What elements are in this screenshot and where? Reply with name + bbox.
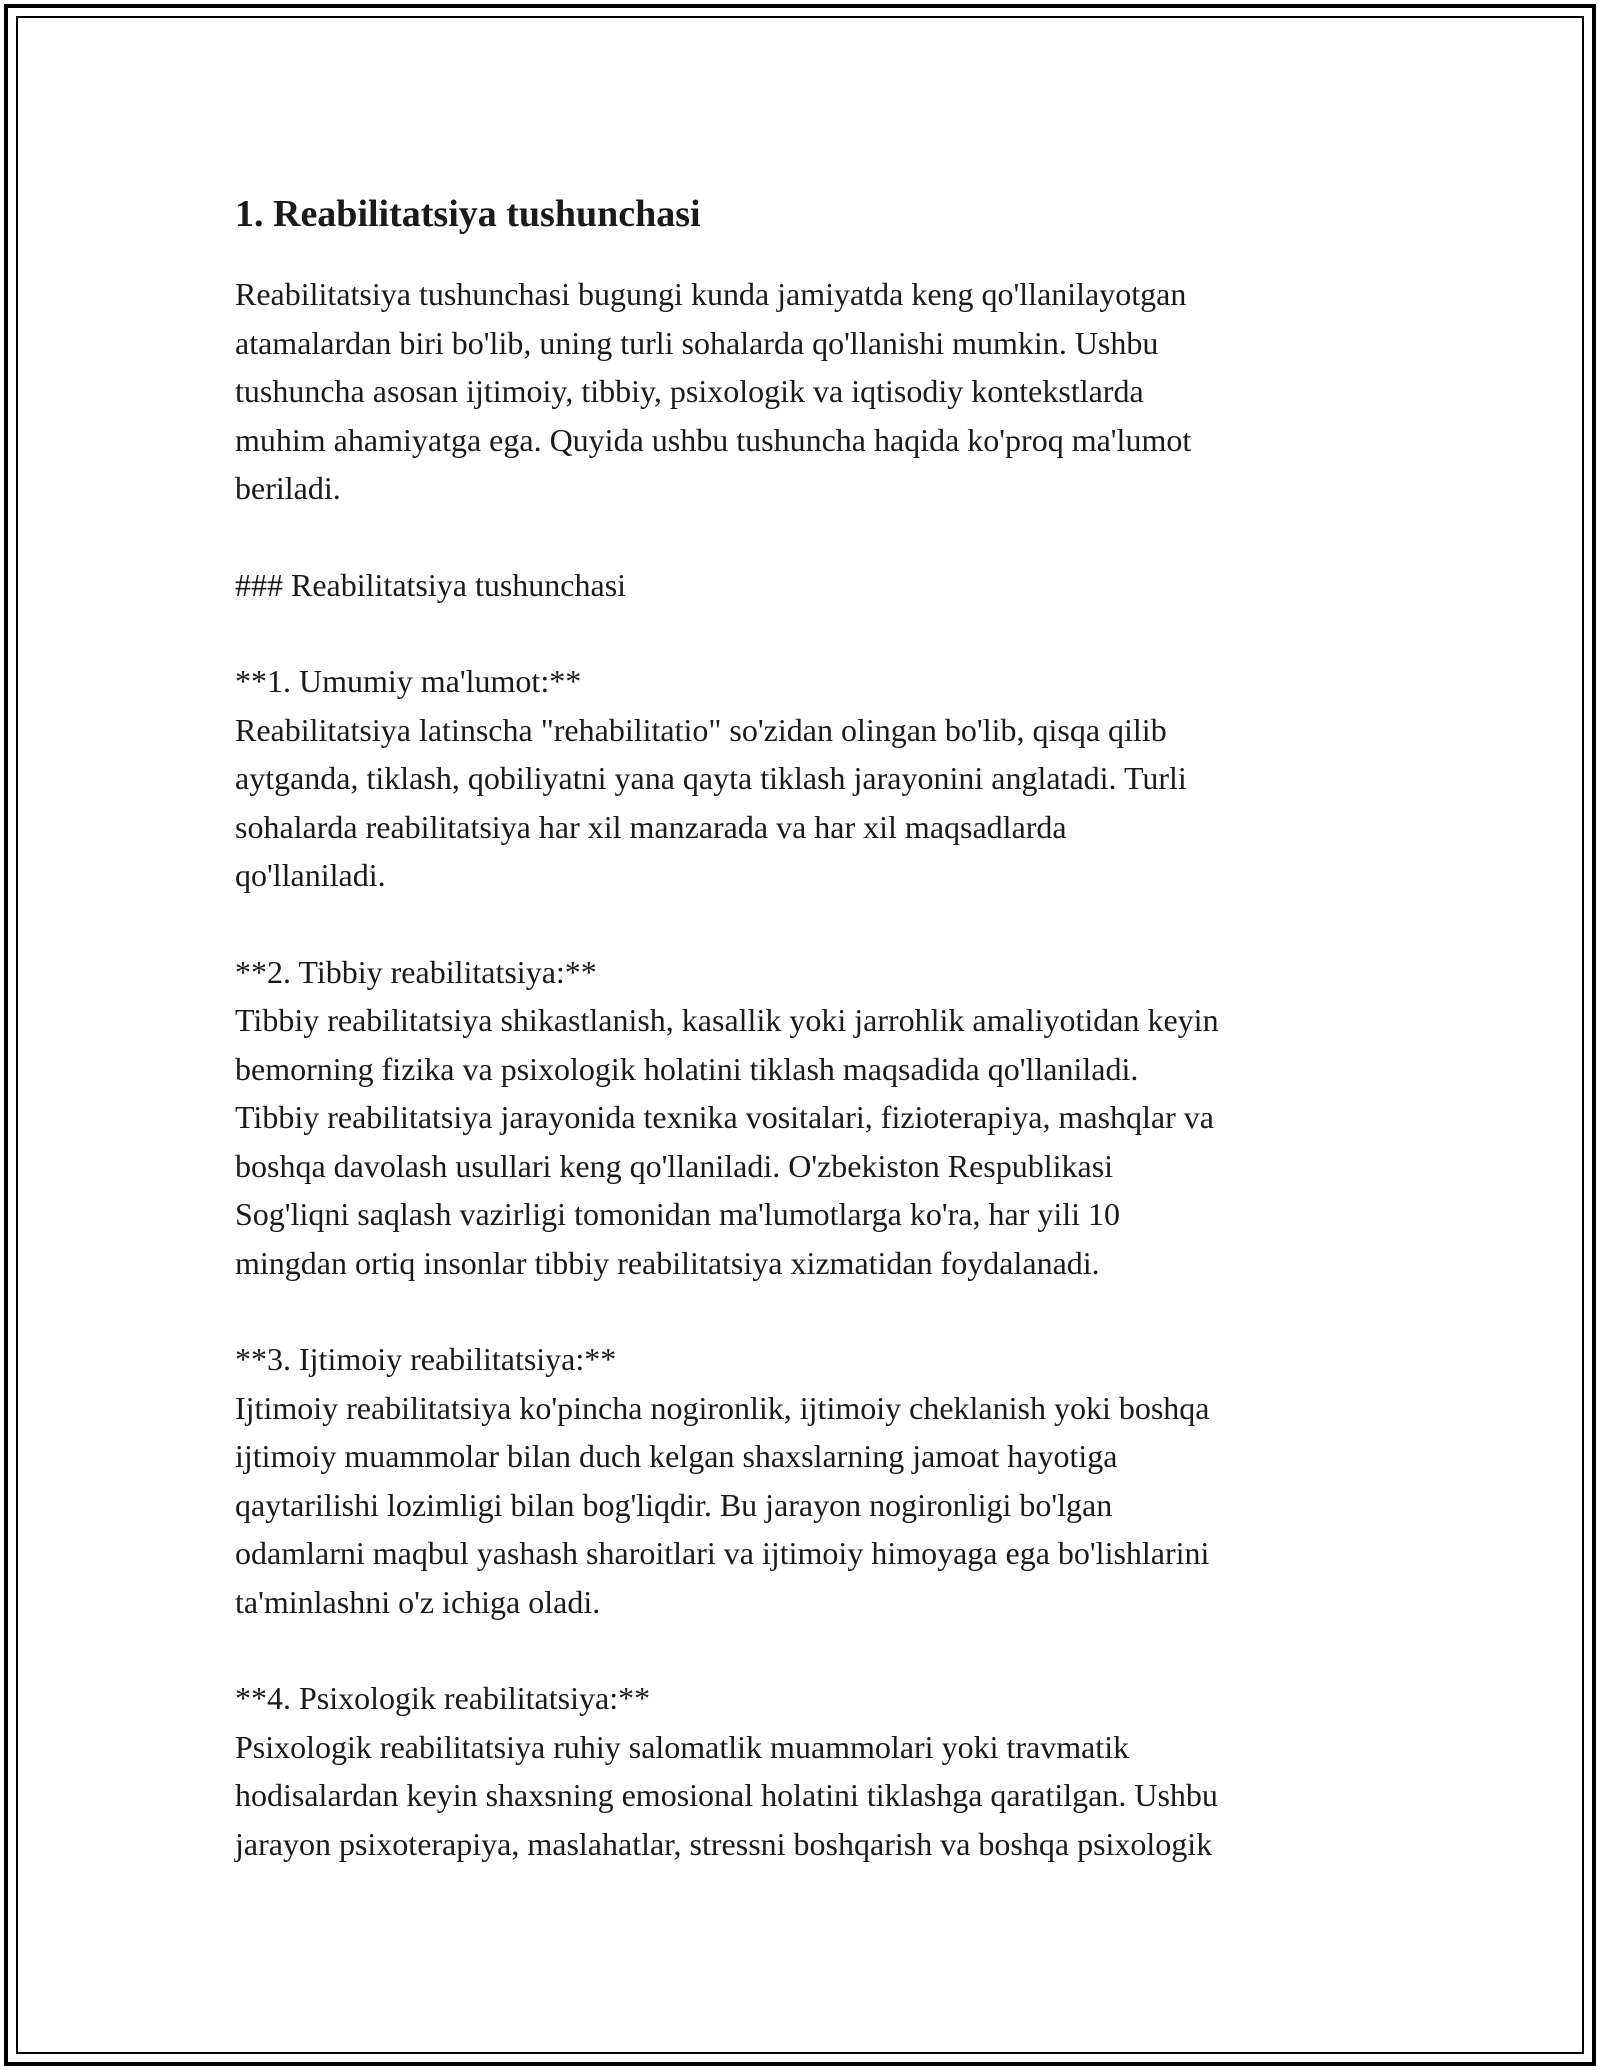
section-medical-rehabilitation: **2. Tibbiy reabilitatsiya:** Tibbiy reabilitatsiya shikastlanish, kasallik yoki jarrohlik amaliyotidan keyin bemorning fizika va psixologik holatini tiklash maqsadida qo'llaniladi. Tibbiy reabilitatsiya jarayonida texnika vositalari, fizioterapiya, mashqlar va boshqa davolash usullari keng qo'llaniladi. O'zbekiston Respublikasi Sog'liqni saqlash vazirligi tomonidan ma'lumotlarga ko'ra, har yili 10 mingdan ortiq insonlar tibbiy reabilitatsiya xizmatidan foydalanadi. (235, 953, 1219, 1281)
section-heading: ### Reabilitatsiya tushunchasi (235, 566, 627, 603)
section-psychological-rehabilitation: **4. Psixologik reabilitatsiya:** Psixologik reabilitatsiya ruhiy salomatlik muammolari yoki travmatik hodisalardan keyin shaxsning emosional holatini tiklashga qaratilgan. Ushbu jarayon psixoterapiya, maslahatlar, stressni boshqarish va boshqa psixologik (235, 1680, 1218, 1862)
section-social-rehabilitation: **3. Ijtimoiy reabilitatsiya:** Ijtimoiy reabilitatsiya ko'pincha nogironlik, ijtimoiy cheklanish yoki boshqa ijtimoiy muammolar bilan duch kelgan shaxslarning jamoat hayotiga qaytarilishi lozimligi bilan bog'liqdir. Bu jarayon nogironligi bo'lgan odamlarni maqbul yashash sharoitlari va ijtimoiy himoyaga ega bo'lishlarini ta'minlashni o'z ichiga oladi. (235, 1341, 1210, 1620)
document-body (235, 190, 1385, 1916)
document-title: 1. Reabilitatsiya tushunchasi (235, 193, 701, 235)
section-general-info: **1. Umumiy ma'lumot:** Reabilitatsiya latinscha "rehabilitatio" so'zidan olingan bo'lib, qisqa qilib aytganda, tiklash, qobiliyatni yana qayta tiklash jarayonini anglatadi. Turli sohalarda reabilitatsiya har xil manzarada va har xil maqsadlarda qo'llaniladi. (235, 663, 1187, 893)
intro-paragraph: Reabilitatsiya tushunchasi bugungi kunda jamiyatda keng qo'llanilayotgan atamalardan biri bo'lib, uning turli sohalarda qo'llanishi mumkin. Ushbu tushuncha asosan ijtimoiy, tibbiy, psixologik va iqtisodiy kontekstlarda muhim ahamiyatga ega. Quyida ushbu tushuncha haqida ko'proq ma'lumot beriladi. (235, 276, 1192, 506)
